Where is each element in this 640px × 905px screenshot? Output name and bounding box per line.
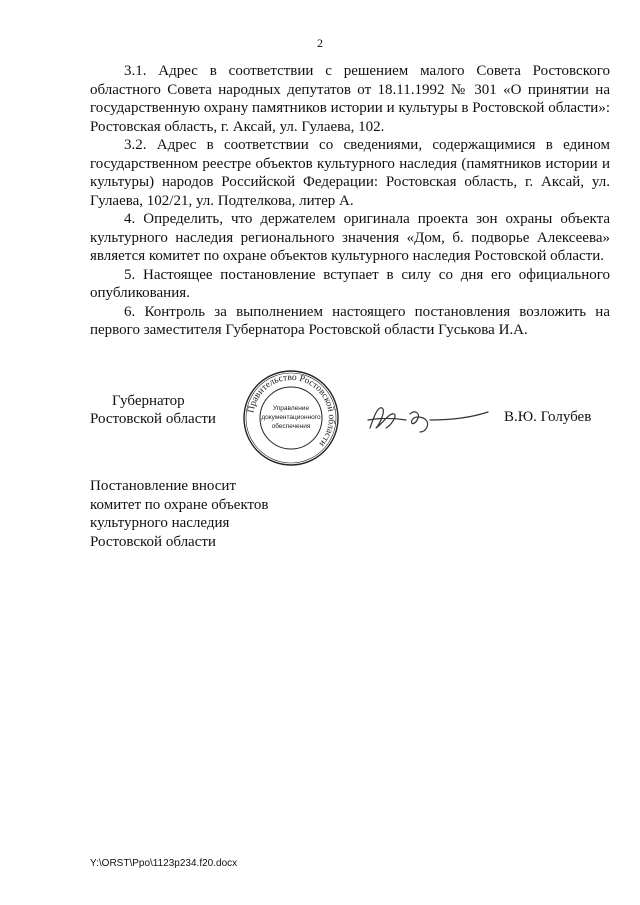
document-body bbox=[90, 62, 610, 340]
signer-name: В.Ю. Голубев bbox=[504, 409, 592, 425]
paragraph-5: 5. Настоящее постановление вступает в силу со дня его официального опубликования. bbox=[90, 266, 610, 301]
submitter-note bbox=[90, 477, 268, 551]
paragraph-6: 6. Контроль за выполнением настоящего постановления возложить на первого заместителя Губернатора Ростовской области Гуськова И.А. bbox=[90, 303, 610, 338]
paragraph-4: 4. Определить, что держателем оригинала проекта зон охраны объекта культурного наследия регионального значения «Дом, б. подворье Алексеева» является комитет по охране объектов культурного наследия Ростовской области. bbox=[90, 211, 610, 264]
official-seal bbox=[226, 368, 356, 468]
signer-title-line2: Ростовской области bbox=[90, 411, 216, 427]
signature-block bbox=[0, 368, 640, 468]
page-number: 2 bbox=[317, 36, 323, 50]
submitter-line4: Ростовской области bbox=[90, 533, 216, 550]
signer-title bbox=[90, 392, 230, 428]
seal-ring-text: Правительство Ростовской области bbox=[246, 372, 337, 449]
paragraph-3-1: 3.1. Адрес в соответствии с решением малого Совета Ростовского областного Совета народных депутатов от 18.11.1992 № 301 «О принятии на государственную охрану памятников истории и культуры в Ростовской области»: Ростовская область, г. Аксай, ул. Гулаева, 102. bbox=[90, 63, 610, 135]
handwritten-signature bbox=[360, 398, 490, 438]
seal-inner-line1: Управление bbox=[272, 405, 310, 412]
submitter-line1: Постановление вносит bbox=[90, 478, 237, 494]
seal-inner-line3: обеспечения bbox=[271, 423, 311, 430]
submitter-line3: культурного наследия bbox=[90, 515, 230, 531]
file-path-footer: Y:\ORST\Ppo\1123p234.f20.docx bbox=[90, 858, 238, 869]
signer-title-line1: Губернатор bbox=[112, 393, 185, 409]
seal-inner-line2: документационного bbox=[261, 414, 321, 421]
paragraph-3-2: 3.2. Адрес в соответствии со сведениями, содержащимися в едином государственном реестре объектов культурного наследия (памятников истории и культуры) народов Российской Федерации: Ростовская область, г. Аксай, ул. Гулаева, 102/21, ул. Подтелкова, литер А. bbox=[90, 137, 610, 209]
submitter-line2: комитет по охране объектов bbox=[90, 496, 269, 513]
